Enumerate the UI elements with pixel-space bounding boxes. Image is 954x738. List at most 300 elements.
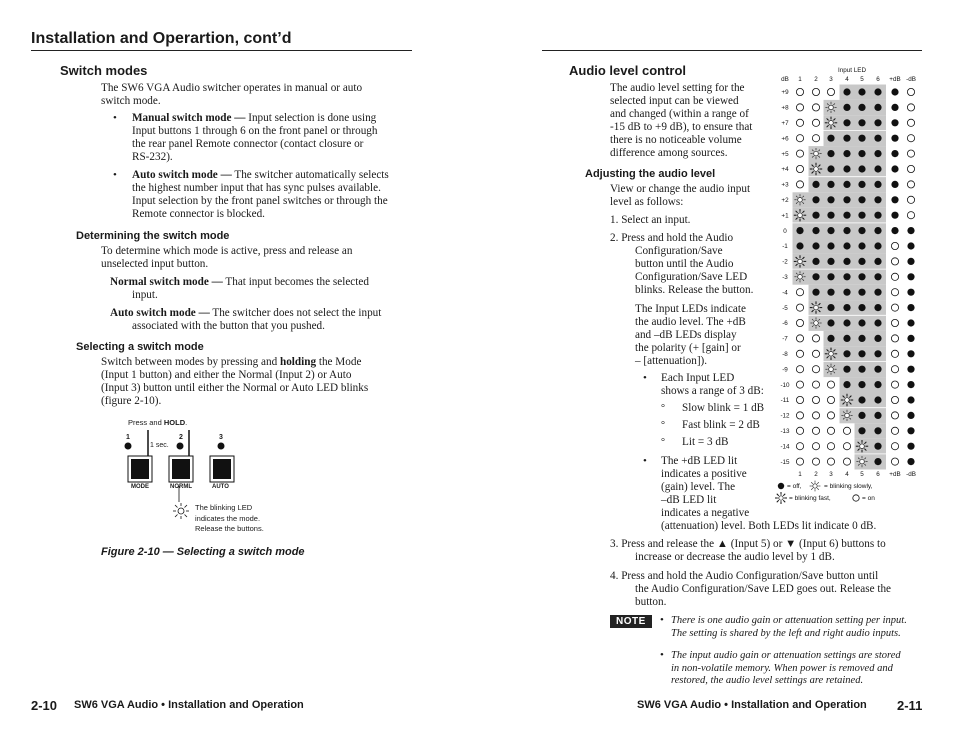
led-on [907, 396, 914, 403]
led-blink-slow [794, 271, 805, 282]
note-2: The input audio gain or attenuation settings are stored in non-volatile memory. When power is removed and restored, the audio level settings are retained. [671, 650, 901, 686]
audio-level-led-chart [774, 64, 924, 514]
adjust-title: Adjusting the audio level [585, 168, 716, 180]
led-on [891, 196, 898, 203]
bullet-dot: • [660, 614, 664, 626]
led-on [858, 212, 865, 219]
led-on [843, 381, 850, 388]
led-on [858, 227, 865, 234]
led-on [843, 135, 850, 142]
led-off [796, 412, 803, 419]
switch-modes-title: Switch modes [60, 63, 148, 78]
led-on [858, 104, 865, 111]
led-on [843, 88, 850, 95]
led-on [907, 304, 914, 311]
sub-fast-text: Fast blink = 2 dB [682, 419, 760, 431]
chart-col-header: -dB [906, 76, 916, 83]
led-off [796, 181, 803, 188]
chart-lit-band [793, 239, 887, 254]
switch-modes-intro: The SW6 VGA Audio switcher operates in manual or auto switch mode. [101, 82, 363, 107]
led-on [858, 350, 865, 357]
chart-row-label: -11 [780, 397, 790, 405]
led-on [858, 381, 865, 388]
chart-row-label: +2 [781, 197, 789, 204]
led-on [907, 227, 914, 234]
chart-lit-band [793, 269, 887, 284]
led-on [843, 366, 850, 373]
led-on [874, 304, 881, 311]
led-off [812, 381, 819, 388]
led-on [874, 412, 881, 419]
led-on [858, 304, 865, 311]
led-on [827, 150, 834, 157]
led-off [827, 88, 834, 95]
led-off [891, 412, 898, 419]
switch-mode-figure [120, 426, 270, 506]
led-off [812, 88, 819, 95]
led-on [827, 319, 834, 326]
led-blink-slow [841, 410, 852, 421]
led-on [827, 196, 834, 203]
led-on [907, 289, 914, 296]
led-on [827, 273, 834, 280]
led-on [907, 350, 914, 357]
led-off [827, 396, 834, 403]
led-off [891, 396, 898, 403]
led-on [796, 227, 803, 234]
led-on [843, 119, 850, 126]
led-on [858, 181, 865, 188]
chart-row-label: -14 [780, 443, 790, 451]
led-off [796, 319, 803, 326]
chart-col-header: 2 [814, 76, 818, 83]
chart-col-header: 6 [876, 76, 880, 83]
led-on [858, 119, 865, 126]
chart-row-label: +6 [781, 135, 789, 143]
led-on [907, 412, 914, 419]
led-on [891, 88, 898, 95]
led-on [843, 273, 850, 280]
led-off [891, 304, 898, 311]
led-on [874, 350, 881, 357]
led-off [812, 119, 819, 126]
led-on [858, 88, 865, 95]
selecting-title: Selecting a switch mode [76, 341, 204, 353]
led-on [874, 427, 881, 434]
led-off [891, 350, 898, 357]
step-4: 4. Press and hold the Audio Configuration/Save button until the Audio Configuration/Save LED goes out. Release the button. [610, 570, 892, 608]
led-on [858, 319, 865, 326]
chart-row-label: -7 [782, 335, 788, 343]
chart-row-label: -13 [780, 428, 790, 435]
led-on [874, 273, 881, 280]
led-blink-slow [856, 456, 867, 467]
led-on [874, 196, 881, 203]
led-blink-slow [825, 364, 836, 375]
sub-lit-text: Lit = 3 dB [682, 436, 729, 448]
led-off [796, 119, 803, 126]
led-off [843, 427, 850, 434]
led-off [907, 135, 914, 142]
led-blink-slow [825, 102, 836, 113]
led-on [843, 150, 850, 157]
led-on [812, 273, 819, 280]
led-off [812, 135, 819, 142]
led-off [827, 443, 834, 450]
normal-led [177, 443, 184, 450]
heading-rule [31, 50, 412, 51]
chart-row-label: -1 [782, 243, 788, 251]
selecting-text: Switch between modes by pressing and holding the Mode (Input 1 button) and either the Normal (Input 2) or Auto (Input 3) button until either the Normal or Auto LED blinks (figure 2-10). [101, 356, 369, 407]
led-on [827, 212, 834, 219]
sub-item-lit: ° [661, 437, 665, 448]
led-on [858, 289, 865, 296]
led-on [843, 212, 850, 219]
chart-row-label: +9 [781, 89, 789, 97]
led-on [858, 273, 865, 280]
bullet-dot: • [113, 112, 117, 124]
led-on [843, 289, 850, 296]
led-off [891, 335, 898, 342]
led-on [812, 289, 819, 296]
led-on [812, 258, 819, 265]
auto-led [218, 443, 225, 450]
chart-col-footer: 3 [829, 471, 833, 478]
auto-mode-item: Auto switch mode — The switcher automatically selects the highest number input that has sync pulses available. Input selection by the front panel switches or through the Remote connector is blocked. [132, 169, 389, 220]
led-off [827, 427, 834, 434]
led-on [843, 335, 850, 342]
led-on [843, 258, 850, 265]
led-blink-fast [825, 117, 837, 129]
led-on [858, 412, 865, 419]
led-on [858, 150, 865, 157]
led-off [907, 196, 914, 203]
led-off [812, 104, 819, 111]
led-off [827, 458, 834, 465]
led-on [874, 88, 881, 95]
led-blink-slow [794, 194, 805, 205]
left-page-number: 2-10 [31, 698, 58, 713]
determining-intro: To determine which mode is active, press and release an unselected input button. [101, 245, 353, 270]
chart-row-label: 0 [783, 227, 787, 235]
led-off [907, 88, 914, 95]
led-on [827, 135, 834, 142]
led-off [796, 165, 803, 172]
bullet-input-led: Each Input LED shows a range of 3 dB: [661, 372, 764, 397]
led-off [796, 304, 803, 311]
led-off [812, 458, 819, 465]
led-on [874, 119, 881, 126]
chart-col-header: 1 [798, 76, 802, 83]
chart-col-footer: 4 [845, 471, 849, 478]
led-off [891, 427, 898, 434]
led-on [907, 242, 914, 249]
led-blink-fast [794, 209, 806, 221]
led-blink-fast [810, 163, 822, 175]
led-on [858, 165, 865, 172]
led-on [812, 242, 819, 249]
legend-slow-icon [810, 481, 821, 492]
left-footer-title: SW6 VGA Audio • Installation and Operation [74, 699, 304, 711]
chart-title: Input LED [837, 67, 867, 74]
figure-blink-note: The blinking LED indicates the mode. Release the buttons. [195, 503, 264, 533]
step-3: 3. Press and release the ▲ (Input 5) or ▼ (Input 6) buttons to increase or decrease the audio level by 1 dB. [610, 538, 886, 563]
led-on [874, 165, 881, 172]
led-on [874, 289, 881, 296]
legend-slow-text: = blinking slowly, [824, 483, 873, 490]
led-blink-fast [810, 301, 822, 313]
legend-off-dot [853, 495, 859, 501]
normal-mode-desc: Normal switch mode — That input becomes the selected input. [110, 276, 369, 301]
led-off [891, 458, 898, 465]
chart-col-footer: -dB [906, 471, 916, 478]
led-on [827, 165, 834, 172]
led-on [891, 181, 898, 188]
figure-num-2: 2 [179, 434, 183, 441]
figure-mode-label: MODE [131, 484, 149, 490]
bullet-dot: • [660, 649, 664, 661]
manual-mode-item: Manual switch mode — Input selection is done using Input buttons 1 through 6 on the front panel or through the rear panel Remote connector (contact closure or RS-232). [132, 112, 378, 163]
led-on [874, 458, 881, 465]
led-on [874, 242, 881, 249]
legend-fast-icon [775, 492, 787, 504]
led-off [891, 366, 898, 373]
led-on [907, 335, 914, 342]
led-on [843, 227, 850, 234]
bullet-dot: • [113, 169, 117, 181]
led-on [907, 319, 914, 326]
led-on [874, 396, 881, 403]
determining-title: Determining the switch mode [76, 230, 230, 242]
chart-row-label: -2 [782, 258, 788, 266]
chart-lit-band [793, 208, 887, 223]
chart-row-label: +3 [781, 181, 789, 189]
led-on [891, 104, 898, 111]
led-on [827, 304, 834, 311]
led-on [874, 104, 881, 111]
led-on [812, 227, 819, 234]
chart-col-header: +dB [889, 76, 901, 83]
legend-fast-text: = blinking fast, [789, 495, 831, 502]
led-on [843, 304, 850, 311]
figure-press-hold: Press and HOLD. [128, 418, 188, 427]
chart-row-label: +7 [781, 120, 789, 127]
bullet-db-led-last: (attenuation) level. Both LEDs lit indicate 0 dB. [661, 520, 877, 532]
chart-row-label: -4 [782, 289, 788, 297]
led-on [907, 443, 914, 450]
chart-row-label: -10 [780, 381, 790, 389]
led-on [858, 366, 865, 373]
led-on [874, 135, 881, 142]
figure-num-1: 1 [126, 434, 130, 441]
led-on [907, 258, 914, 265]
chart-col-footer: 2 [814, 471, 818, 478]
led-off [812, 335, 819, 342]
led-off [796, 443, 803, 450]
led-on [891, 212, 898, 219]
up-triangle-icon: ▲ [716, 538, 728, 550]
chart-row-label: -12 [780, 412, 790, 420]
led-on [858, 196, 865, 203]
led-on [874, 319, 881, 326]
chart-col-header: 3 [829, 76, 833, 83]
led-on [891, 119, 898, 126]
bullet-dot: • [643, 372, 647, 384]
led-on [843, 350, 850, 357]
led-on [827, 289, 834, 296]
audio-intro: The audio level setting for the selected input can be viewed and changed (within a range of -15 dB to +9 dB), to ensure that there is no noticeable volume difference among sources. [610, 82, 753, 159]
led-off [812, 396, 819, 403]
led-blink-slow [810, 148, 821, 159]
led-on [858, 427, 865, 434]
led-off [907, 181, 914, 188]
led-on [907, 273, 914, 280]
led-off [796, 135, 803, 142]
led-on [812, 212, 819, 219]
led-on [874, 258, 881, 265]
led-on [891, 227, 898, 234]
led-off [827, 381, 834, 388]
chart-col-header: 5 [860, 76, 864, 83]
chart-col-footer: 6 [876, 471, 880, 478]
figure-normal-label: NORML [170, 484, 192, 490]
led-on [812, 196, 819, 203]
led-off [796, 458, 803, 465]
chart-row-label: +5 [781, 150, 789, 158]
led-off [796, 366, 803, 373]
led-off [812, 412, 819, 419]
chart-lit-band [793, 223, 887, 238]
chart-row-label: -8 [782, 351, 788, 358]
led-blink-fast [825, 348, 837, 360]
led-on [827, 258, 834, 265]
led-on [843, 181, 850, 188]
led-blink-fast [856, 440, 868, 452]
chart-row-label: -15 [780, 458, 790, 466]
chart-col-footer: 1 [798, 471, 802, 478]
led-blink-fast [841, 394, 853, 406]
legend-off-text: = off, [787, 483, 802, 490]
sub-item-slow: ° [661, 403, 665, 414]
step-2: 2. Press and hold the Audio Configuration/Save button until the Audio Configuration/Save LED blinks. Release the button. [610, 232, 754, 296]
led-off [891, 443, 898, 450]
led-on [907, 366, 914, 373]
figure-caption: Figure 2-10 — Selecting a switch mode [101, 546, 305, 558]
sub-slow-text: Slow blink = 1 dB [682, 402, 765, 414]
blinking-led-icon [172, 502, 190, 520]
audio-title: Audio level control [569, 63, 687, 78]
bullet-dot: • [643, 455, 647, 467]
led-on [874, 443, 881, 450]
mode-led [125, 443, 132, 450]
led-off [891, 319, 898, 326]
led-off [843, 458, 850, 465]
led-on [874, 212, 881, 219]
led-off [907, 165, 914, 172]
led-off [812, 350, 819, 357]
led-off [907, 104, 914, 111]
led-blink-fast [794, 255, 806, 267]
led-off [812, 427, 819, 434]
led-off [796, 150, 803, 157]
led-on [874, 335, 881, 342]
led-on [907, 458, 914, 465]
led-on [891, 165, 898, 172]
chart-row-label: -3 [782, 274, 788, 281]
note-1: There is one audio gain or attenuation setting per input. The setting is shared by the left and right audio inputs. [671, 615, 907, 639]
right-footer-title: SW6 VGA Audio • Installation and Operation [637, 699, 867, 711]
auto-mode-desc: Auto switch mode — The switcher does not select the input associated with the button that you pushed. [110, 307, 382, 332]
led-off [827, 412, 834, 419]
led-on [874, 381, 881, 388]
led-off [812, 443, 819, 450]
chart-row-label: +1 [781, 212, 789, 220]
led-off [796, 289, 803, 296]
led-off [891, 289, 898, 296]
led-on [874, 181, 881, 188]
led-on [843, 319, 850, 326]
led-on [796, 242, 803, 249]
led-off [843, 443, 850, 450]
chart-col-footer: +dB [889, 471, 901, 478]
led-blink-slow [810, 317, 821, 328]
led-on [827, 335, 834, 342]
led-off [891, 258, 898, 265]
led-off [891, 381, 898, 388]
led-off [891, 273, 898, 280]
chart-lit-band [793, 192, 887, 207]
step-1: 1. Select an input. [610, 214, 691, 226]
figure-auto-label: AUTO [212, 484, 229, 490]
led-on [907, 427, 914, 434]
down-triangle-icon: ▼ [785, 538, 797, 550]
led-on [843, 196, 850, 203]
led-off [796, 396, 803, 403]
right-page-number: 2-11 [897, 698, 923, 713]
led-on [827, 181, 834, 188]
chart-row-label: -6 [782, 320, 788, 328]
led-off [796, 104, 803, 111]
led-off [796, 335, 803, 342]
page-heading: Installation and Operartion, cont’d [31, 30, 292, 47]
adjust-intro: View or change the audio input level as follows: [610, 183, 751, 208]
led-on [858, 242, 865, 249]
led-on [858, 258, 865, 265]
figure-one-sec: 1 sec. [150, 442, 169, 449]
led-on [812, 181, 819, 188]
led-off [812, 366, 819, 373]
led-off [796, 427, 803, 434]
chart-row-label: -5 [782, 304, 788, 312]
led-on [907, 381, 914, 388]
led-off [796, 350, 803, 357]
chart-db-label: dB [781, 76, 789, 83]
right-top-rule [542, 50, 922, 51]
led-off [796, 88, 803, 95]
figure-num-3: 3 [219, 434, 223, 441]
legend-on-dot [778, 483, 784, 489]
led-on [858, 396, 865, 403]
sub-item-fast: ° [661, 420, 665, 431]
chart-row-label: -9 [782, 366, 788, 374]
input-leds-desc: The Input LEDs indicate the audio level. The +dB and –dB LEDs display the polarity (+ [gain] or – [attenuation]). [635, 303, 746, 367]
led-on [874, 227, 881, 234]
chart-row-label: +4 [781, 166, 789, 174]
led-on [843, 165, 850, 172]
led-on [827, 227, 834, 234]
chart-lit-band [793, 254, 887, 269]
led-off [907, 150, 914, 157]
